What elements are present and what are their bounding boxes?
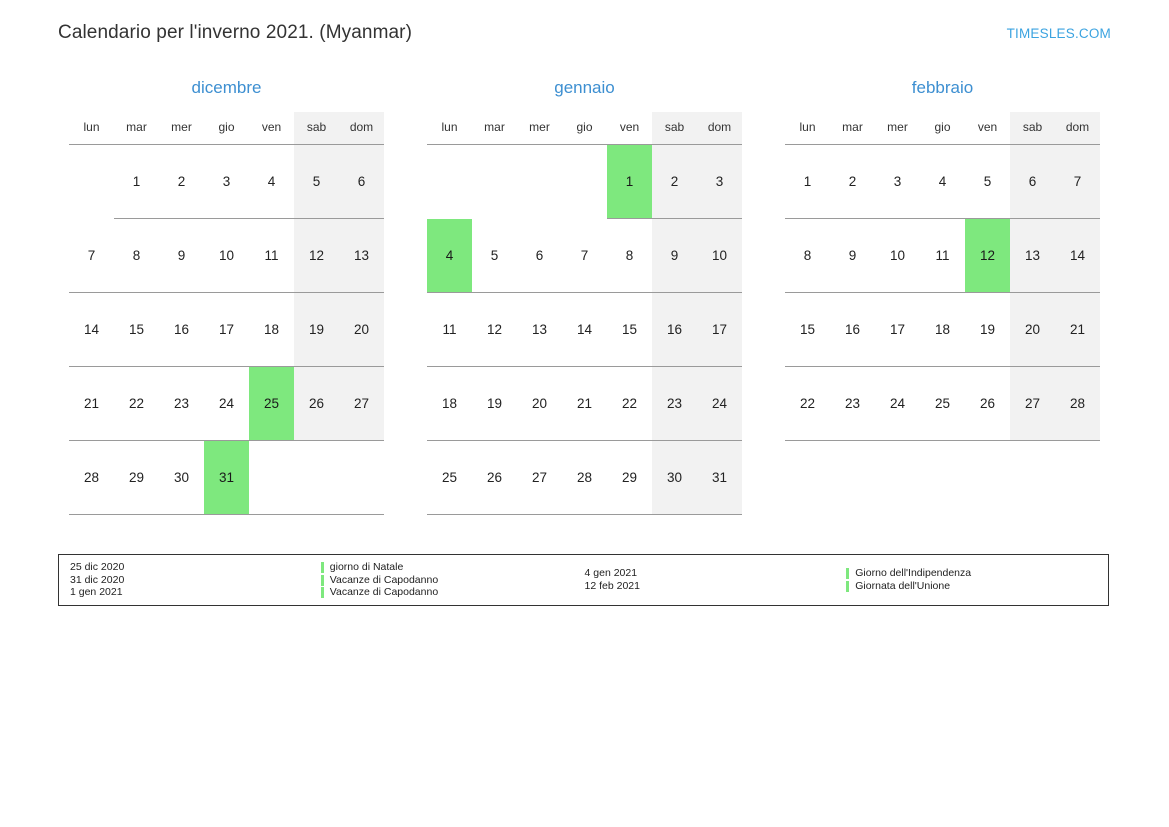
weekday-header-sab: sab (652, 112, 697, 145)
day-cell-empty (472, 145, 517, 219)
day-cell[interactable]: 20 (339, 293, 384, 367)
day-cell[interactable]: 11 (920, 219, 965, 293)
legend-date: 4 gen 2021 (584, 567, 638, 580)
day-cell[interactable]: 6 (517, 219, 562, 293)
day-cell[interactable]: 24 (204, 367, 249, 441)
legend-entry (321, 561, 585, 574)
day-cell[interactable]: 30 (652, 441, 697, 515)
day-cell[interactable]: 29 (114, 441, 159, 515)
day-cell[interactable]: 19 (294, 293, 339, 367)
day-cell[interactable]: 23 (652, 367, 697, 441)
day-cell[interactable]: 22 (114, 367, 159, 441)
week-row (69, 219, 384, 293)
weekday-header-mer: mer (159, 112, 204, 145)
weekday-header-gio: gio (920, 112, 965, 145)
day-cell[interactable]: 10 (697, 219, 742, 293)
day-cell-empty (339, 441, 384, 515)
week-row (785, 293, 1100, 367)
day-cell[interactable]: 9 (159, 219, 204, 293)
legend-date: 12 feb 2021 (584, 580, 640, 592)
legend-color-swatch-icon (846, 581, 849, 592)
week-row (427, 219, 742, 293)
legend-holiday-name: Giornata dell'Unione (855, 580, 951, 592)
day-cell-empty (294, 441, 339, 515)
day-cell[interactable]: 28 (1055, 367, 1100, 441)
day-cell[interactable]: 25 (427, 441, 472, 515)
day-cell[interactable]: 15 (114, 293, 159, 367)
day-cell[interactable]: 10 (875, 219, 920, 293)
day-cell[interactable]: 3 (875, 145, 920, 219)
week-row (785, 219, 1100, 293)
day-cell[interactable]: 10 (204, 219, 249, 293)
day-cell[interactable]: 15 (785, 293, 830, 367)
weekday-header-sab: sab (294, 112, 339, 145)
day-cell[interactable]: 30 (159, 441, 204, 515)
weekday-header-lun: lun (427, 112, 472, 145)
weekday-header-gio: gio (204, 112, 249, 145)
weekday-header-row (785, 112, 1100, 145)
month-block-dicembre (58, 78, 395, 515)
day-cell[interactable]: 8 (114, 219, 159, 293)
month-name: febbraio (911, 78, 974, 97)
day-cell[interactable]: 7 (562, 219, 607, 293)
week-row (427, 367, 742, 441)
day-cell[interactable]: 17 (697, 293, 742, 367)
day-cell[interactable]: 5 (472, 219, 517, 293)
month-name: gennaio (554, 78, 615, 97)
site-brand-link[interactable]: TIMESLES.COM (1006, 26, 1111, 41)
legend-holiday-name: Vacanze di Capodanno (329, 586, 439, 599)
weekday-header-mar: mar (830, 112, 875, 145)
day-cell[interactable]: 12 (965, 219, 1010, 293)
day-cell[interactable]: 6 (339, 145, 384, 219)
day-cell[interactable]: 17 (875, 293, 920, 367)
legend-entry (321, 586, 585, 599)
week-row (427, 293, 742, 367)
day-cell[interactable]: 27 (339, 367, 384, 441)
weekday-header-dom: dom (1055, 112, 1100, 145)
day-cell[interactable]: 1 (114, 145, 159, 219)
weekday-header-mer: mer (875, 112, 920, 145)
legend-names-left (321, 555, 585, 605)
legend-color-swatch-icon (846, 568, 849, 579)
legend-dates-right (585, 555, 847, 605)
day-cell[interactable]: 13 (1010, 219, 1055, 293)
weekday-header-row (427, 112, 742, 145)
weekday-header-ven: ven (607, 112, 652, 145)
weekday-header-mar: mar (114, 112, 159, 145)
day-cell[interactable]: 11 (249, 219, 294, 293)
day-cell-empty (562, 145, 607, 219)
day-cell[interactable]: 2 (159, 145, 204, 219)
day-cell[interactable]: 22 (785, 367, 830, 441)
day-cell[interactable]: 7 (1055, 145, 1100, 219)
day-cell[interactable]: 21 (562, 367, 607, 441)
day-cell-empty (517, 145, 562, 219)
day-cell[interactable]: 15 (607, 293, 652, 367)
weekday-header-dom: dom (339, 112, 384, 145)
day-cell[interactable]: 31 (204, 441, 249, 515)
weekday-header-lun: lun (69, 112, 114, 145)
day-cell[interactable]: 18 (920, 293, 965, 367)
day-cell[interactable]: 4 (249, 145, 294, 219)
legend-date: 1 gen 2021 (70, 586, 123, 599)
day-cell[interactable]: 18 (427, 367, 472, 441)
day-cell[interactable]: 9 (652, 219, 697, 293)
day-cell[interactable]: 18 (249, 293, 294, 367)
week-row (69, 441, 384, 515)
day-cell[interactable]: 19 (965, 293, 1010, 367)
day-cell[interactable]: 9 (830, 219, 875, 293)
day-cell[interactable]: 11 (427, 293, 472, 367)
legend-color-swatch-icon (321, 587, 324, 598)
week-row (69, 367, 384, 441)
day-cell[interactable]: 22 (607, 367, 652, 441)
day-cell-empty (249, 441, 294, 515)
day-cell[interactable]: 16 (652, 293, 697, 367)
day-cell[interactable]: 20 (517, 367, 562, 441)
day-cell[interactable]: 28 (69, 441, 114, 515)
day-cell[interactable]: 26 (965, 367, 1010, 441)
day-cell[interactable]: 25 (920, 367, 965, 441)
day-cell[interactable]: 8 (607, 219, 652, 293)
weekday-header-lun: lun (785, 112, 830, 145)
weekday-header-gio: gio (562, 112, 607, 145)
week-row (69, 145, 384, 219)
day-cell[interactable]: 13 (339, 219, 384, 293)
day-cell[interactable]: 3 (697, 145, 742, 219)
day-cell[interactable]: 20 (1010, 293, 1055, 367)
legend-dates-left (59, 555, 321, 605)
legend-color-swatch-icon (321, 562, 324, 573)
day-cell[interactable]: 6 (1010, 145, 1055, 219)
legend-entry (846, 580, 1108, 593)
day-cell[interactable]: 27 (1010, 367, 1055, 441)
legend-color-swatch-icon (321, 575, 324, 586)
day-cell[interactable]: 21 (1055, 293, 1100, 367)
weekday-header-ven: ven (965, 112, 1010, 145)
month-block-febbraio (774, 78, 1111, 441)
day-cell[interactable]: 24 (697, 367, 742, 441)
day-cell[interactable]: 13 (517, 293, 562, 367)
day-cell[interactable]: 28 (562, 441, 607, 515)
legend-holiday-name: giorno di Natale (329, 561, 404, 574)
day-cell[interactable]: 26 (472, 441, 517, 515)
legend-date: 31 dic 2020 (70, 573, 125, 586)
weekday-header-row (69, 112, 384, 145)
page-title: Calendario per l'inverno 2021. (Myanmar) (58, 22, 413, 43)
day-cell[interactable]: 14 (69, 293, 114, 367)
day-cell[interactable]: 14 (562, 293, 607, 367)
week-row (785, 145, 1100, 219)
week-row (427, 441, 742, 515)
day-cell[interactable]: 24 (875, 367, 920, 441)
day-cell[interactable]: 21 (69, 367, 114, 441)
calendar-months-container (58, 78, 1111, 515)
weekday-header-sab: sab (1010, 112, 1055, 145)
day-cell[interactable]: 23 (159, 367, 204, 441)
legend-entry (321, 574, 585, 587)
day-cell[interactable]: 5 (294, 145, 339, 219)
day-cell[interactable]: 2 (652, 145, 697, 219)
weekday-header-mer: mer (517, 112, 562, 145)
day-cell[interactable]: 19 (472, 367, 517, 441)
day-cell[interactable]: 7 (69, 219, 114, 293)
week-row (69, 293, 384, 367)
day-cell[interactable]: 16 (159, 293, 204, 367)
weekday-header-ven: ven (249, 112, 294, 145)
month-grid (785, 112, 1100, 441)
holiday-legend (58, 554, 1109, 606)
day-cell[interactable]: 17 (204, 293, 249, 367)
weekday-header-dom: dom (697, 112, 742, 145)
day-cell[interactable]: 12 (294, 219, 339, 293)
day-cell[interactable]: 3 (204, 145, 249, 219)
week-row (427, 145, 742, 219)
page-header (58, 20, 1111, 48)
day-cell[interactable]: 29 (607, 441, 652, 515)
legend-holiday-name: Giorno dell'Indipendenza (855, 567, 972, 580)
day-cell[interactable]: 16 (830, 293, 875, 367)
day-cell[interactable]: 31 (697, 441, 742, 515)
legend-names-right (846, 555, 1108, 605)
day-cell[interactable]: 4 (920, 145, 965, 219)
day-cell[interactable]: 25 (249, 367, 294, 441)
month-grid (69, 112, 384, 515)
weekday-header-mar: mar (472, 112, 517, 145)
day-cell[interactable]: 1 (607, 145, 652, 219)
day-cell-empty (69, 145, 114, 219)
day-cell[interactable]: 1 (785, 145, 830, 219)
legend-date: 25 dic 2020 (70, 561, 125, 574)
day-cell[interactable]: 2 (830, 145, 875, 219)
month-name: dicembre (191, 78, 262, 97)
day-cell[interactable]: 23 (830, 367, 875, 441)
day-cell-empty (427, 145, 472, 219)
legend-entry (846, 567, 1108, 580)
day-cell[interactable]: 26 (294, 367, 339, 441)
legend-holiday-name: Vacanze di Capodanno (329, 573, 439, 586)
day-cell[interactable]: 27 (517, 441, 562, 515)
month-block-gennaio (416, 78, 753, 515)
day-cell[interactable]: 5 (965, 145, 1010, 219)
day-cell[interactable]: 14 (1055, 219, 1100, 293)
day-cell[interactable]: 8 (785, 219, 830, 293)
day-cell[interactable]: 4 (427, 219, 472, 293)
month-grid (427, 112, 742, 515)
week-row (785, 367, 1100, 441)
day-cell[interactable]: 12 (472, 293, 517, 367)
